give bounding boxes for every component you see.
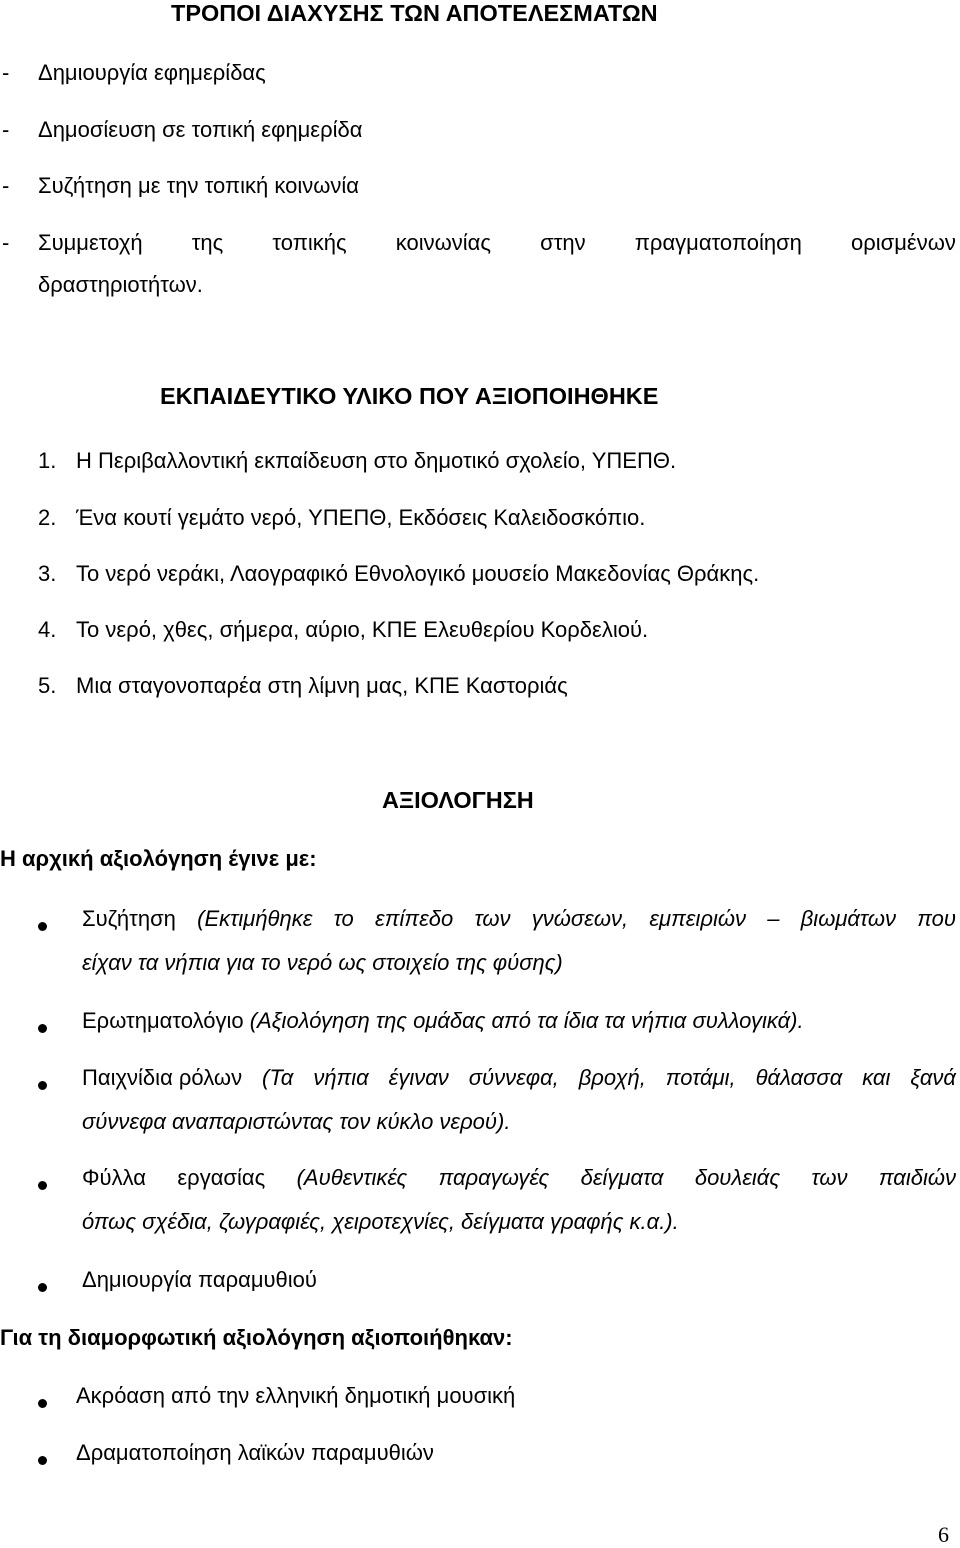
item-text: Η Περιβαλλοντική εκπαίδευση στο δημοτικό σχολείο, ΥΠΕΠΘ.: [76, 448, 677, 473]
item-number: 3.: [38, 561, 57, 586]
word: Φύλλα: [82, 1165, 146, 1190]
list-item-justified: [38, 230, 956, 256]
formative-evaluation-label: Για τη διαμορφωτική αξιολόγηση αξιοποιήθηκαν:: [0, 1325, 513, 1350]
item-text: Ένα κουτί γεμάτο νερό, ΥΠΕΠΘ, Εκδόσεις Καλειδοσκόπιο.: [76, 505, 646, 530]
word: ποτάμι,: [665, 1065, 736, 1090]
bullet-icon: [38, 1024, 47, 1033]
bullet-continuation: είχαν τα νήπια για το νερό ως στοιχείο της φύσης): [82, 950, 563, 975]
dash-marker: -: [2, 60, 10, 85]
bullet-icon: [38, 1399, 47, 1408]
word: Συμμετοχή: [38, 230, 143, 255]
bullet-icon: [38, 1456, 47, 1465]
bullet-continuation: όπως σχέδια, ζωγραφιές, χειροτεχνίες, δείγματα γραφής κ.α.).: [82, 1209, 679, 1234]
word: που: [917, 906, 956, 931]
bullet-icon: [38, 1283, 47, 1292]
dash-marker: -: [2, 117, 10, 142]
section-title-evaluation: ΑΞΙΟΛΟΓΗΣΗ: [382, 787, 534, 813]
bullet-plain-text: Ερωτηματολόγιο: [82, 1008, 244, 1033]
word: των: [811, 1165, 848, 1190]
bullet-item: Ακρόαση από την ελληνική δημοτική μουσική: [76, 1383, 516, 1408]
item-text: Το νερό νεράκι, Λαογραφικό Εθνολογικό μουσείο Μακεδονίας Θράκης.: [76, 561, 760, 586]
word: κοινωνίας: [395, 230, 491, 255]
list-item: Συζήτηση με την τοπική κοινωνία: [38, 173, 360, 198]
word: δείγματα: [580, 1165, 664, 1190]
list-item: Δημιουργία εφημερίδας: [38, 60, 266, 85]
numbered-item: [38, 505, 645, 531]
word: βροχή,: [578, 1065, 646, 1090]
numbered-item: [38, 561, 759, 587]
bullet-italic-text: (Αξιολόγηση της ομάδας από τα ίδια τα νήπια συλλογικά).: [243, 1008, 804, 1033]
list-item-continuation: δραστηριοτήτων.: [38, 272, 203, 297]
word: σύννεφα,: [468, 1065, 559, 1090]
word: δουλειάς: [694, 1165, 781, 1190]
word: Συζήτηση: [82, 906, 176, 931]
word: παραγωγές: [438, 1165, 550, 1190]
dash-marker: -: [2, 173, 10, 198]
word: Παιχνίδια ρόλων: [82, 1065, 243, 1090]
word: το: [333, 906, 354, 931]
dash-marker: -: [2, 230, 10, 255]
word: της: [191, 230, 224, 255]
bullet-item-justified: [82, 906, 956, 932]
initial-evaluation-label: Η αρχική αξιολόγηση έγινε με:: [0, 846, 317, 871]
word: επίπεδο: [375, 906, 454, 931]
bullet-icon: [38, 1181, 47, 1190]
item-number: 4.: [38, 617, 57, 642]
bullet-item-justified: [82, 1065, 956, 1091]
word: ορισμένων: [851, 230, 956, 255]
bullet-icon: [38, 922, 47, 931]
item-text: Μια σταγονοπαρέα στη λίμνη μας, ΚΠΕ Καστοριάς: [76, 673, 568, 698]
bullet-continuation: σύννεφα αναπαριστώντας τον κύκλο νερού).: [82, 1109, 511, 1134]
section-title-dissemination: ΤΡΟΠΟΙ ΔΙΑΧΥΣΗΣ ΤΩΝ ΑΠΟΤΕΛΕΣΜΑΤΩΝ: [171, 0, 658, 26]
word: εργασίας: [177, 1165, 266, 1190]
section-title-materials: ΕΚΠΑΙΔΕΥΤΙΚΟ ΥΛΙΚΟ ΠΟΥ ΑΞΙΟΠΟΙΗΘΗΚΕ: [160, 383, 659, 409]
word: και: [862, 1065, 891, 1090]
word: έγιναν: [388, 1065, 449, 1090]
item-number: 2.: [38, 505, 57, 530]
word: νήπια: [313, 1065, 369, 1090]
word: βιωμάτων: [800, 906, 896, 931]
word: παιδιών: [878, 1165, 956, 1190]
bullet-item: [82, 1008, 804, 1034]
bullet-item-justified: [82, 1165, 956, 1191]
word: των: [474, 906, 511, 931]
list-item: Δημοσίευση σε τοπική εφημερίδα: [38, 117, 363, 142]
word: (Εκτιμήθηκε: [197, 906, 313, 931]
word: θάλασσα: [755, 1065, 843, 1090]
item-number: 1.: [38, 448, 57, 473]
page-number: 6: [938, 1522, 949, 1547]
numbered-item: [38, 448, 676, 474]
bullet-item: Δημιουργία παραμυθιού: [82, 1267, 317, 1292]
numbered-item: [38, 673, 568, 699]
word: πραγματοποίηση: [634, 230, 802, 255]
item-number: 5.: [38, 673, 57, 698]
word: εμπειριών: [649, 906, 746, 931]
word: (Αυθεντικές: [296, 1165, 408, 1190]
numbered-item: [38, 617, 648, 643]
bullet-icon: [38, 1081, 47, 1090]
word: ξανά: [910, 1065, 956, 1090]
item-text: Το νερό, χθες, σήμερα, αύριο, ΚΠΕ Ελευθερίου Κορδελιού.: [76, 617, 649, 642]
word: στην: [540, 230, 586, 255]
word: τοπικής: [272, 230, 347, 255]
word: –: [767, 906, 780, 931]
word: γνώσεων,: [531, 906, 629, 931]
word: (Τα: [262, 1065, 294, 1090]
bullet-item: Δραματοποίηση λαϊκών παραμυθιών: [76, 1440, 434, 1465]
